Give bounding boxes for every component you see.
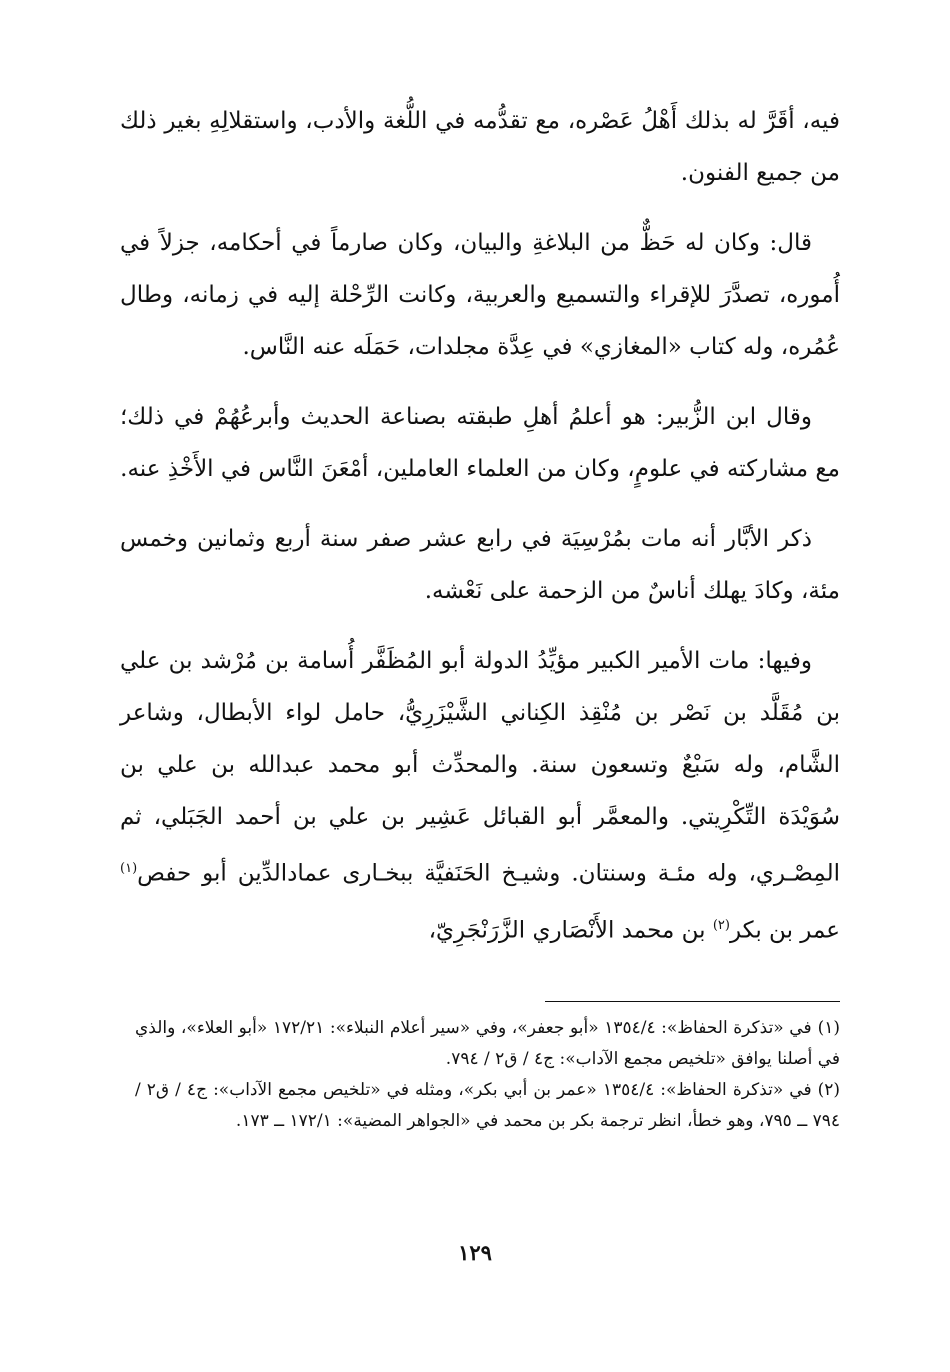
main-text-block xyxy=(120,95,840,974)
footnote-1-text: في «تذكرة الحفاظ»: ١٣٥٤/٤ «أبو جعفر»، وفي «سير أعلام النبلاء»: ١٧٢/٢١ «أبو العلاء»، والذي في أصلنا يوافق «تلخيص مجمع الآداب»: ج٤ / ق٢ / ٧٩٤. xyxy=(135,1018,840,1069)
footnote-2 xyxy=(135,1075,840,1137)
paragraph-4: ذكر الأبَّار أنه مات بمُرْسِيَة في رابع عشر صفر سنة أربع وثمانين وخمس مئة، وكادَ يهلك أناسٌ من الزحمة على نَعْشه. xyxy=(120,526,840,604)
footnote-ref-1[interactable]: (١) xyxy=(120,861,138,876)
footnotes-block xyxy=(135,1013,840,1137)
page-number: ١٢٩ xyxy=(458,1240,492,1265)
footnote-divider xyxy=(545,1001,840,1002)
paragraph-1: فيه، أقَرَّ له بذلك أَهْلُ عَصْره، مع تقدُّمه في اللُّغة والأدب، واستقلالِهِ بغير ذلك من جميع الفنون. xyxy=(120,108,840,186)
paragraph-2: قال: وكان له حَظٌّ من البلاغةِ والبيان، وكان صارماً في أحكامه، جزلاً في أُموره، تصدَّرَ للإقراء والتسميع والعربية، وكانت الرِّحْلة إليه في زمانه، وطال عُمُره، وله كتاب «المغازي» في عِدَّة مجلدات، حَمَلَه عنه النَّاس. xyxy=(120,230,840,360)
footnote-ref-2[interactable]: (٢) xyxy=(712,917,730,933)
paragraph-5-text-c: بن محمد الأَنْصَاري الزَّرَنْجَرِيّ، xyxy=(428,917,713,944)
paragraph-3: وقال ابن الزُّبير: هو أعلمُ أهلِ طبقته بصناعة الحديث وأبرعُهُمْ في ذلك؛ مع مشاركته في علومٍ، وكان من العلماء العاملين، أمْعَنَ النَّاس في الأَخْذِ عنه. xyxy=(120,404,840,482)
footnote-2-marker: (٢) xyxy=(817,1080,841,1100)
footnote-1-marker: (١) xyxy=(817,1018,841,1038)
paragraph-5-text-b: عمر بن بكر xyxy=(729,917,840,944)
paragraph-5 xyxy=(120,635,840,956)
footnote-1 xyxy=(135,1013,840,1075)
footnote-2-text: في «تذكرة الحفاظ»: ١٣٥٤/٤ «عمر بن أبي بكر»، ومثله في «تلخيص مجمع الآداب»: ج٤ / ق٢ / ٧٩٤ ــ ٧٩٥، وهو خطأ، انظر ترجمة بكر بن محمد في «الجواهر المضية»: ١٧٢/١ ــ ١٧٣. xyxy=(135,1080,840,1131)
paragraph-5-text-a: وفيها: مات الأمير الكبير مؤيِّدُ الدولة أبو المُظَفَّر أُسامة بن مُرْشد بن علي بن مُقَلَّد بن نَصْر بن مُنْقِذ الكِناني الشَّيْزَرِيُّ، حامل لواء الأبطال، وشاعر الشَّام، وله سَبْعٌ وتسعون سنة. والمحدِّث أبو محمد عبدالله بن علي بن سُوَيْدَة التِّكْرِيتي. والمعمَّر أبو القبائل عَشِير بن علي بن أحمد الجَبَلي، ثم المِصْـري، وله مئـة وسنتان. وشيـخ الحَنَفيَّة ببخـارى عمادالدِّين أبو حفص xyxy=(120,648,840,887)
